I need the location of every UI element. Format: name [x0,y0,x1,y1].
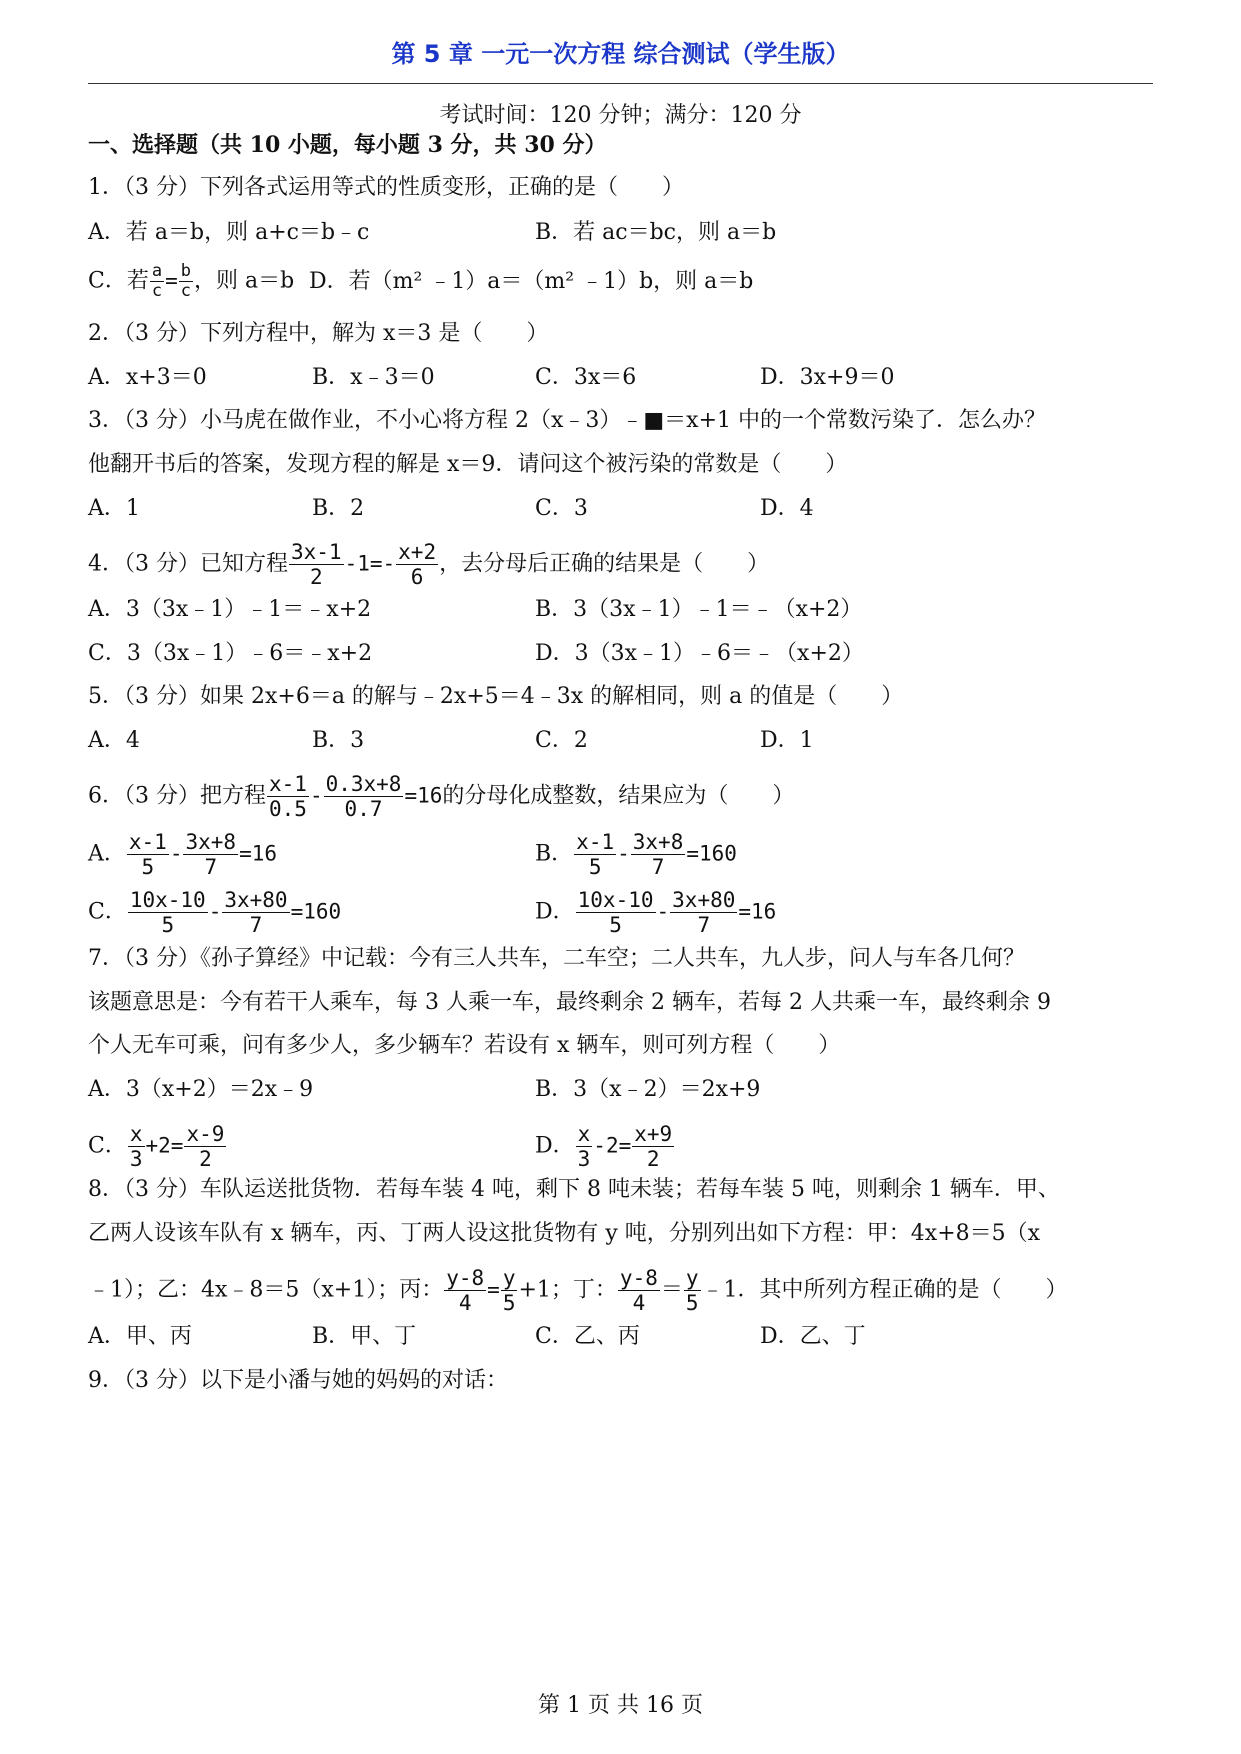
q5-option-b: B．3 [312,728,365,753]
q6-a-fraction-2 [183,830,238,879]
q6-a-minus: - [169,841,183,866]
q6-c-fraction-1 [128,888,208,937]
q6-b-f1-denominator: 5 [588,855,602,879]
q8-fraction-3 [618,1266,660,1315]
question-7-stem-line-2: 该题意思是：今有若干人乘车，每 3 人乘一车，最终剩余 2 辆车，若每 2 人共乘一车，最终剩余 9 [88,990,1051,1015]
q8-equals-1: = [487,1277,500,1302]
q4-fraction-2 [396,540,438,589]
q1-c-frac2-numerator: b [180,261,191,281]
q3-option-c: C．3 [535,496,588,521]
q7-c-f2-numerator: x-9 [186,1122,225,1146]
question-4-stem [88,540,769,589]
q8-f4-denominator: 5 [685,1291,699,1315]
q7-d-fraction-1 [576,1122,593,1171]
q8-line3-part-c: ﹣1．其中所列方程正确的是（ ） [701,1277,1068,1303]
question-3-stem-line-1: 3．（3 分）小马虎在做作业，不小心将方程 2（x﹣3）﹣■＝x+1 中的一个常数污染了．怎么办？ [88,408,1047,433]
question-8-stem-line-2: 乙两人设该车队有 x 辆车，丙、丁两人设这批货物有 y 吨，分别列出如下方程：甲：4x+8＝5（x [88,1221,1041,1246]
q6-frac2-denominator: 0.7 [344,797,383,821]
q4-middle: -1=- [344,551,396,576]
q2-option-c: C．3x＝6 [535,365,637,390]
q6-d-minus: - [656,899,670,924]
q6-option-d [535,888,776,937]
q6-a-f1-denominator: 5 [141,855,155,879]
q6-b-fraction-1 [574,830,616,879]
q6-d-rhs: =16 [738,899,777,924]
page-title: 第 5 章 一元一次方程 综合测试（学生版） [391,40,850,68]
q6-c-minus: - [208,899,222,924]
q6-c-f1-denominator: 5 [161,913,175,937]
q7-option-b: B．3（x﹣2）＝2x+9 [535,1077,761,1102]
q2-option-a: A．x+3＝0 [88,365,207,390]
q6-d-fraction-2 [670,888,737,937]
q1-c-fraction-2 [179,262,193,301]
q6-c-label: C． [88,899,127,925]
q2-option-b: B．x﹣3＝0 [312,365,435,390]
q6-fraction-1 [267,772,309,821]
q7-d-label: D． [535,1133,575,1159]
q6-fraction-2 [324,772,404,821]
q8-f4-numerator: y [685,1266,699,1290]
q7-d-fraction-2 [632,1122,674,1171]
q4-option-b: B．3（3x﹣1）﹣1＝﹣（x+2） [535,597,863,622]
q3-option-b: B．2 [312,496,365,521]
q6-minus: - [309,783,323,808]
q7-c-fraction-2 [184,1122,226,1171]
exam-info: 考试时间：120 分钟；满分：120 分 [439,103,802,128]
q6-d-f2-denominator: 7 [697,913,711,937]
q6-d-fraction-1 [576,888,656,937]
q6-frac1-numerator: x-1 [269,772,307,796]
q6-a-f1-numerator: x-1 [128,830,167,854]
q1-option-c [88,262,294,301]
q6-a-fraction-1 [127,830,169,879]
q5-option-a: A．4 [88,728,140,753]
q1-c-fraction-1 [150,262,164,301]
q6-d-f1-numerator: 10x-10 [577,888,654,912]
q6-b-rhs: =160 [686,841,737,866]
q8-f1-numerator: y-8 [446,1266,485,1290]
q6-b-minus: - [617,841,630,866]
q7-d-middle: -2= [593,1133,632,1158]
q8-f3-denominator: 4 [632,1291,646,1315]
question-5-stem: 5．（3 分）如果 2x+6＝a 的解与﹣2x+5＝4﹣3x 的解相同，则 a 的值是（ ） [88,684,904,709]
q2-option-d: D．3x+9＝0 [760,365,895,390]
q6-d-f1-denominator: 5 [609,913,622,937]
q4-frac1-numerator: 3x-1 [291,540,342,564]
question-6-stem [88,772,794,821]
q1-option-b: B．若 ac＝bc，则 a＝b [535,220,777,245]
q7-c-middle: +2= [145,1133,184,1158]
q7-c-fraction-1 [128,1122,145,1171]
q6-option-c [88,888,341,937]
q6-c-rhs: =160 [290,899,342,924]
q8-option-b: B．甲、丁 [312,1324,417,1349]
q8-f1-denominator: 4 [458,1291,472,1315]
question-9-stem: 9．（3 分）以下是小潘与她的妈妈的对话： [88,1368,508,1393]
q6-a-f2-denominator: 7 [204,855,218,879]
q1-c-frac1-numerator: a [151,261,163,281]
q6-a-rhs: =16 [239,841,277,866]
title-divider [88,83,1153,84]
q8-equals-2: ＝ [660,1277,683,1303]
question-8-stem-line-1: 8．（3 分）车队运送批货物．若每车装 4 吨，剩下 8 吨未装；若每车装 5 吨，则剩余 1 辆车．甲、 [88,1177,1060,1202]
q6-a-label: A． [88,841,126,867]
page-footer: 第 1 页 共 16 页 [538,1693,703,1718]
q4-option-c: C．3（3x﹣1）﹣6＝﹣x+2 [88,641,373,666]
q1-c-frac2-denominator: c [180,281,191,301]
q8-line3-part-b: +1；丁： [518,1277,617,1303]
q7-c-f1-numerator: x [129,1122,143,1146]
q8-line3-part-a: ﹣1）；乙：4x﹣8＝5（x+1）；丙： [88,1277,444,1303]
q4-prefix: 4．（3 分）已知方程 [88,551,288,577]
q8-option-c: C．乙、丙 [535,1324,640,1349]
q6-c-f2-denominator: 7 [249,913,263,937]
question-2-stem: 2．（3 分）下列方程中，解为 x＝3 是（ ） [88,321,549,346]
q6-b-label: B． [535,841,574,867]
q4-option-d: D．3（3x﹣1）﹣6＝﹣（x+2） [535,641,864,666]
q1-c-suffix: ，则 a＝b [194,268,295,294]
q4-suffix: ，去分母后正确的结果是（ ） [439,551,770,577]
q7-d-f1-denominator: 3 [577,1147,591,1171]
q6-frac1-denominator: 0.5 [269,797,307,821]
question-8-stem-line-3 [88,1266,1068,1315]
q4-frac2-denominator: 6 [410,565,424,589]
q1-option-d: D．若（m² ﹣1）a＝（m² ﹣1）b，则 a＝b [309,269,754,294]
q7-c-f1-denominator: 3 [129,1147,143,1171]
q8-option-a: A．甲、丙 [88,1324,192,1349]
q6-b-f2-denominator: 7 [651,855,665,879]
q4-frac2-numerator: x+2 [398,540,437,564]
q8-fraction-1 [444,1266,486,1315]
q1-c-equals: = [165,268,178,293]
q1-option-a: A．若 a＝b，则 a+c＝b﹣c [88,220,370,245]
q7-option-a: A．3（x+2）＝2x﹣9 [88,1077,314,1102]
q4-frac1-denominator: 2 [309,565,323,589]
q6-d-f2-numerator: 3x+80 [672,888,736,912]
q6-b-f2-numerator: 3x+8 [632,830,684,854]
q8-f3-numerator: y-8 [619,1266,658,1290]
q6-option-a [88,830,277,879]
q5-option-c: C．2 [535,728,588,753]
q3-option-d: D．4 [760,496,814,521]
q8-fraction-2 [501,1266,518,1315]
q6-c-fraction-2 [222,888,289,937]
question-1-stem: 1．（3 分）下列各式运用等式的性质变形，正确的是（ ） [88,175,684,200]
q6-option-b [535,830,737,879]
q7-d-f2-denominator: 2 [646,1147,660,1171]
q5-option-d: D．1 [760,728,814,753]
q4-option-a: A．3（3x﹣1）﹣1＝﹣x+2 [88,597,372,622]
q6-prefix: 6．（3 分）把方程 [88,783,266,809]
q1-c-prefix: C．若 [88,268,149,294]
q8-option-d: D．乙、丁 [760,1324,866,1349]
q6-suffix: 的分母化成整数，结果应为（ ） [442,783,795,809]
q6-c-f2-numerator: 3x+80 [224,888,288,912]
q6-b-f1-numerator: x-1 [576,830,615,854]
question-7-stem-line-3: 个人无车可乘，问有多少人，多少辆车？若设有 x 辆车，则可列方程（ ） [88,1033,841,1058]
q7-option-d [535,1122,675,1171]
q7-d-f2-numerator: x+9 [634,1122,673,1146]
q8-f2-denominator: 5 [502,1291,516,1315]
q6-rhs: =16 [404,783,443,808]
q4-fraction-1 [289,540,344,589]
q6-c-f1-numerator: 10x-10 [129,888,206,912]
q7-option-c [88,1122,227,1171]
q6-a-f2-numerator: 3x+8 [185,830,237,854]
q8-fraction-4 [684,1266,701,1315]
question-7-stem-line-1: 7．（3 分）《孙子算经》中记载：今有三人共车，二车空；二人共车，九人步，问人与车各几何？ [88,946,1025,971]
question-3-stem-line-2: 他翻开书后的答案，发现方程的解是 x＝9．请问这个被污染的常数是（ ） [88,452,848,477]
q6-frac2-numerator: 0.3x+8 [325,772,402,796]
q1-c-frac1-denominator: c [151,281,163,301]
q6-b-fraction-2 [631,830,686,879]
q7-d-f1-numerator: x [577,1122,591,1146]
section-heading: 一、选择题（共 10 小题，每小题 3 分，共 30 分） [88,132,607,158]
q3-option-a: A．1 [88,496,140,521]
q6-d-label: D． [535,899,575,925]
q7-c-f2-denominator: 2 [199,1147,212,1171]
q7-c-label: C． [88,1133,127,1159]
q8-f2-numerator: y [502,1266,516,1290]
